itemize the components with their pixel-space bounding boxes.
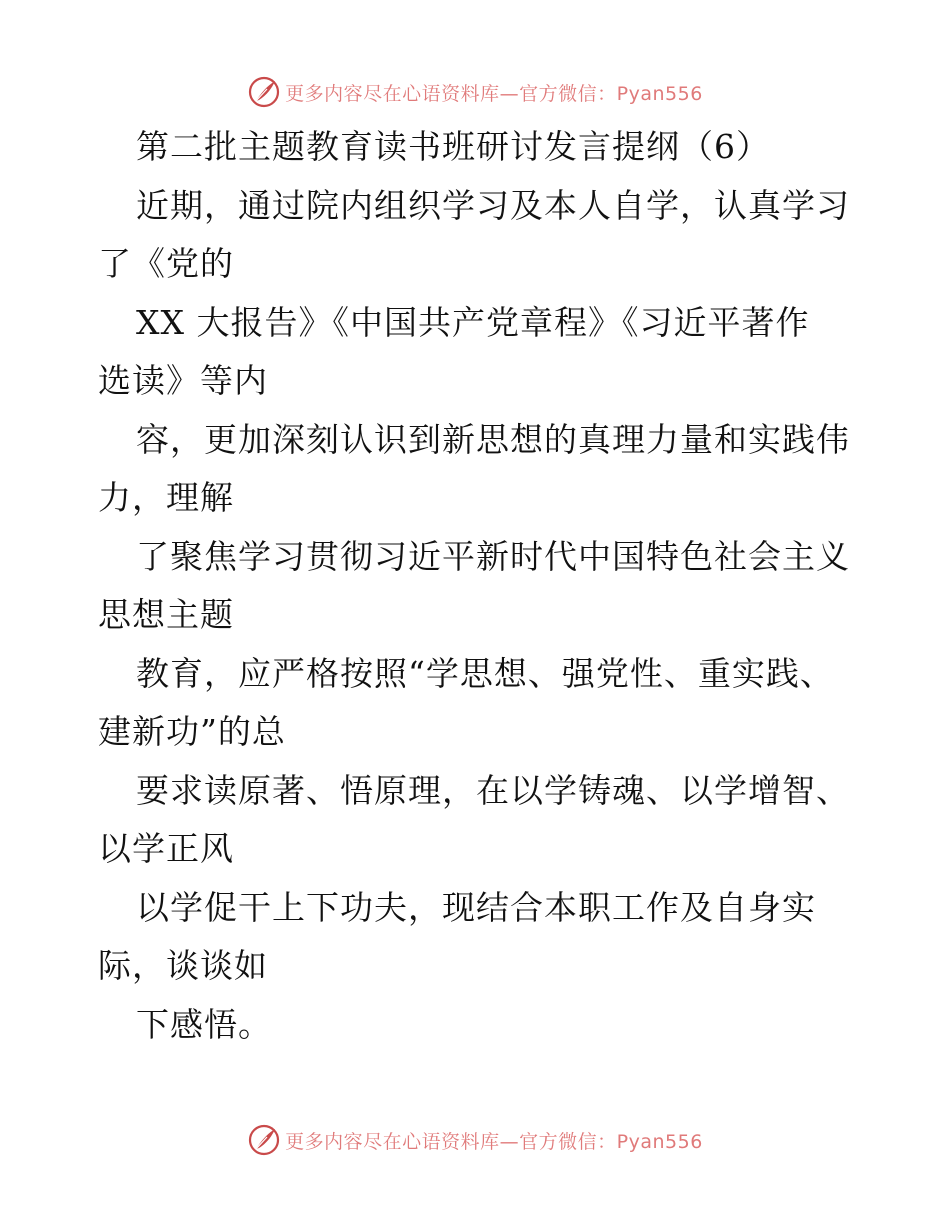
paragraph-line: 教育，应严格按照“学思想、强党性、重实践、 <box>136 653 834 693</box>
feather-pen-logo-icon <box>247 1123 281 1157</box>
document-body <box>98 118 858 1054</box>
paragraph-line: 建新功”的总 <box>98 712 286 751</box>
feather-pen-logo-icon <box>247 75 281 109</box>
paragraph-line: 选读》等内 <box>98 361 268 400</box>
paragraph-line: 容，更加深刻认识到新思想的真理力量和实践伟 <box>136 419 850 459</box>
paragraph-line: 思想主题 <box>98 595 234 634</box>
paragraph-line: 要求读原著、悟原理，在以学铸魂、以学增智、 <box>136 770 850 810</box>
paragraph-line: 际，谈谈如 <box>98 946 268 985</box>
paragraph-line: XX 大报告》《中国共产党章程》《习近平著作 <box>136 302 810 342</box>
paragraph-line: 以学促干上下功夫，现结合本职工作及自身实 <box>136 887 816 927</box>
paragraph-line: 近期，通过院内组织学习及本人自学，认真学习 <box>136 185 850 225</box>
footer-watermark <box>0 1120 950 1160</box>
paragraph-line: 下感悟。 <box>136 1004 272 1044</box>
watermark-text: 更多内容尽在心语资料库—官方微信：Pyan556 <box>285 1130 703 1153</box>
paragraph-line: 以学正风 <box>98 829 234 868</box>
paragraph-line: 力，理解 <box>98 478 234 517</box>
header-watermark <box>0 72 950 112</box>
paragraph-line: 了《党的 <box>98 244 234 283</box>
paragraph-line: 了聚焦学习贯彻习近平新时代中国特色社会主义 <box>136 536 850 576</box>
document-title: 第二批主题教育读书班研讨发言提纲（6） <box>136 127 770 166</box>
watermark-text: 更多内容尽在心语资料库—官方微信：Pyan556 <box>285 82 703 105</box>
